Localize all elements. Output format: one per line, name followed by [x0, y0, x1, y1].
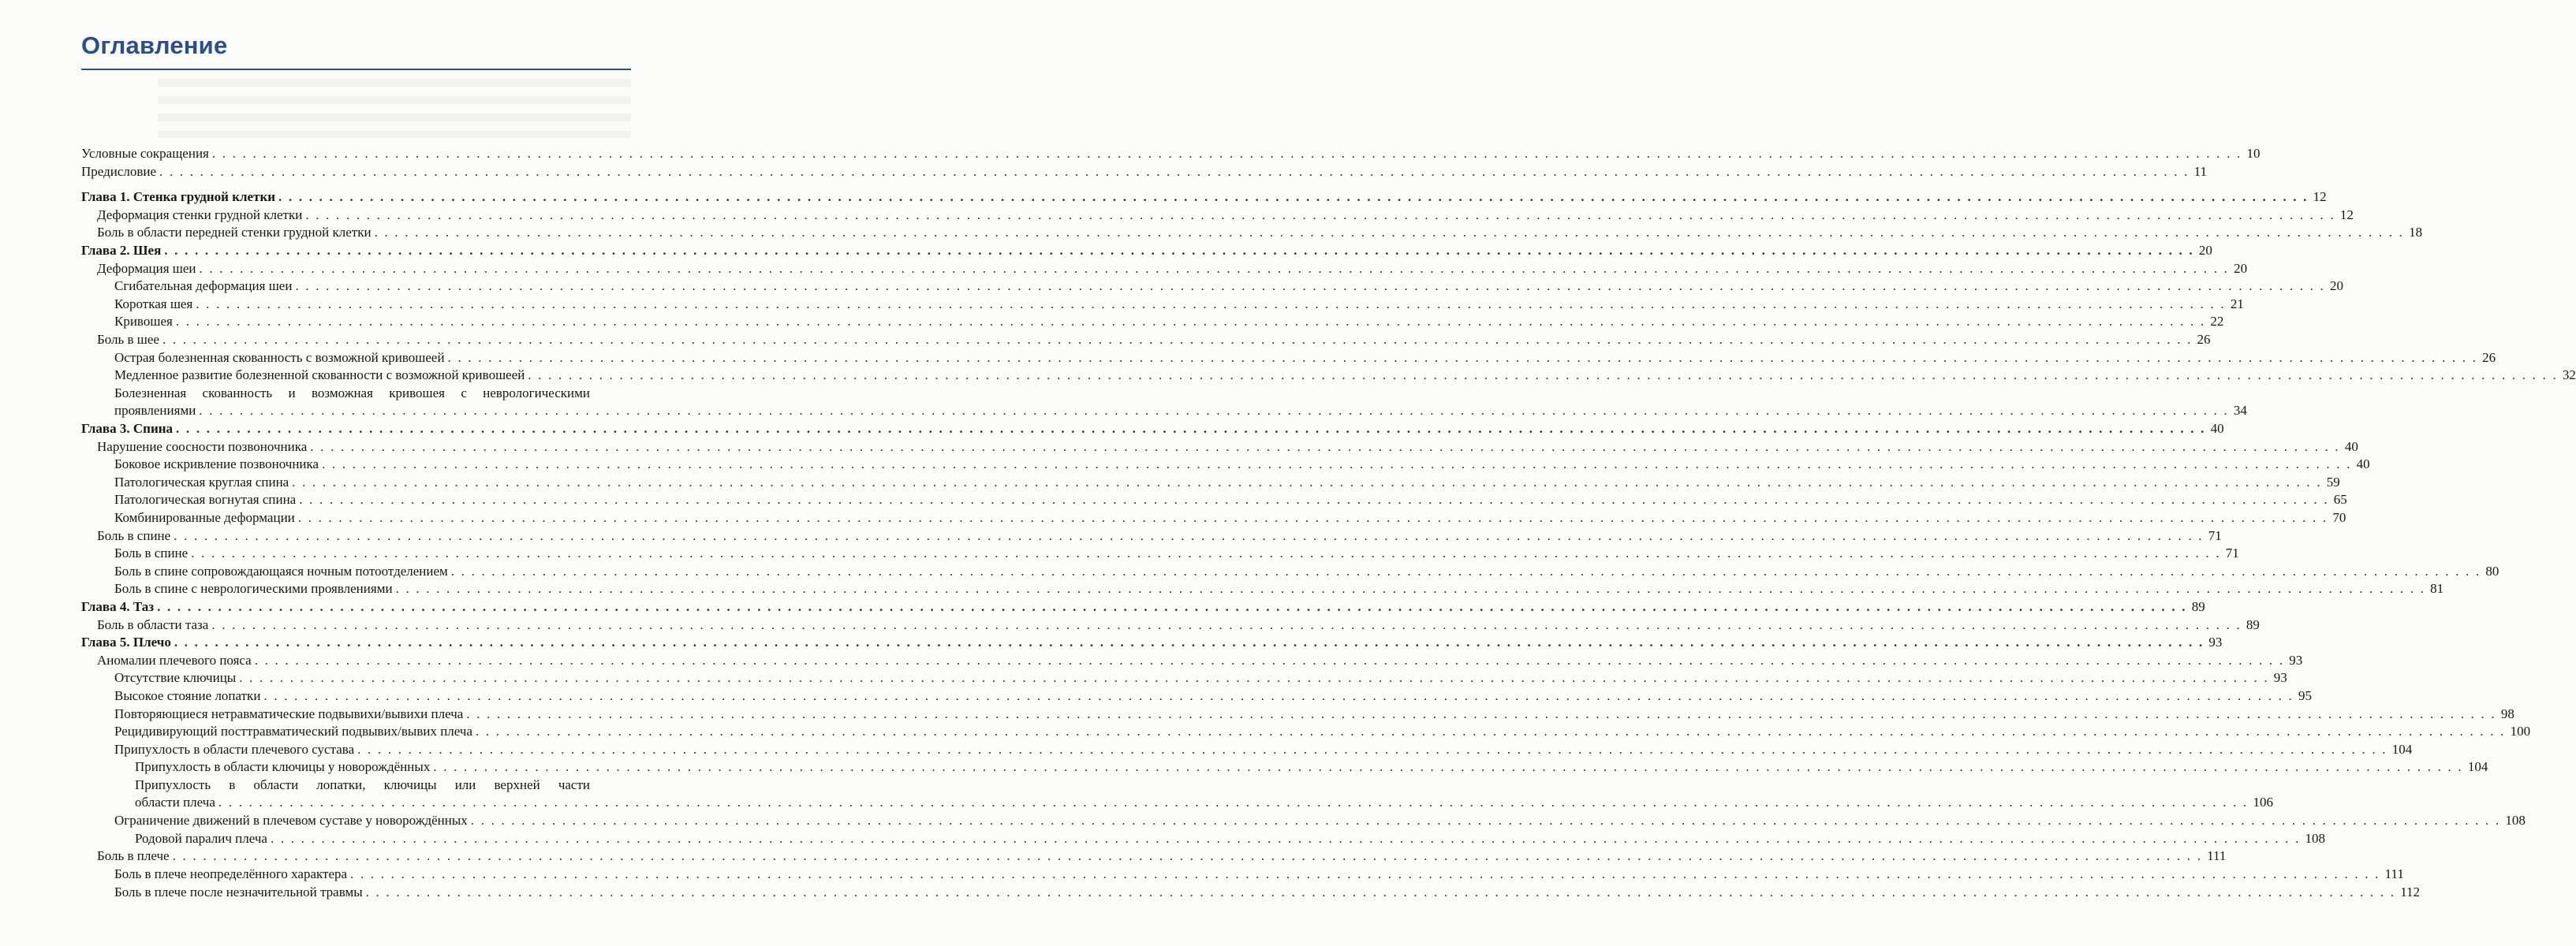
toc-entry-title: Боль в плече неопределённого характера	[114, 866, 348, 881]
toc-entry[interactable]	[81, 260, 2248, 277]
toc-entry[interactable]	[81, 474, 2340, 491]
title-divider	[81, 69, 631, 70]
toc-entry-chapter[interactable]	[81, 163, 2207, 181]
dot-leader: . . . . . . . . . . . . . . . . . . . . . . . . . . . . . . . . . . . . . . . . . . . . . . . . . . . . . . . . . . . . . . . . . . . . . . . . . . . . . . . . . . . . . . . . . . . . . . . . . . . . . . . . . . . . . . . . . . . . . . . . . . . . . . . . . . . . . . . . . . . . . . . . . . . . . . . . . . . . . . . . . . . . . . . . . . . . . . . . . . . . . . . . . . . . . . . . . . . . . . . .	[239, 670, 2269, 686]
toc-entry-page-number: 26	[2197, 332, 2211, 347]
dot-leader: . . . . . . . . . . . . . . . . . . . . . . . . . . . . . . . . . . . . . . . . . . . . . . . . . . . . . . . . . . . . . . . . . . . . . . . . . . . . . . . . . . . . . . . . . . . . . . . . . . . . . . . . . . . . . . . . . . . . . . . . . . . . . . . . . . . . . . . . . . . . . . . . . . . . . . . . . . . . . . . . . . . . . . . . . . . . . . . . . . . . . . . . . . . . . . . . . . . . . . . .	[176, 421, 2206, 436]
toc-entry[interactable]	[81, 866, 2404, 883]
dot-leader: . . . . . . . . . . . . . . . . . . . . . . . . . . . . . . . . . . . . . . . . . . . . . . . . . . . . . . . . . . . . . . . . . . . . . . . . . . . . . . . . . . . . . . . . . . . . . . . . . . . . . . . . . . . . . . . . . . . . . . . . . . . . . . . . . . . . . . . . . . . . . . . . . . . . . . . . . . . . . . . . . . . . . . . . . . . . . . . . . . . . . . . . . . . . . . . . . . . . . . . .	[218, 795, 2249, 810]
toc-entry-title: Глава 5. Плечо	[81, 635, 171, 650]
dot-leader: . . . . . . . . . . . . . . . . . . . . . . . . . . . . . . . . . . . . . . . . . . . . . . . . . . . . . . . . . . . . . . . . . . . . . . . . . . . . . . . . . . . . . . . . . . . . . . . . . . . . . . . . . . . . . . . . . . . . . . . . . . . . . . . . . . . . . . . . . . . . . . . . . . . . . . . . . . . . . . . . . . . . . . . . . . . . . . . . . . . . . . . . . . . . . . . . . . . . . . . .	[299, 492, 2329, 508]
dot-leader: . . . . . . . . . . . . . . . . . . . . . . . . . . . . . . . . . . . . . . . . . . . . . . . . . . . . . . . . . . . . . . . . . . . . . . . . . . . . . . . . . . . . . . . . . . . . . . . . . . . . . . . . . . . . . . . . . . . . . . . . . . . . . . . . . . . . . . . . . . . . . . . . . . . . . . . . . . . . . . . . . . . . . . . . . . . . . . . . . . . . . . . . . . . . . . . . . . . . . . . .	[374, 225, 2405, 240]
toc-entry-title: Острая болезненная скованность с возможной кривошеей	[114, 349, 445, 365]
toc-entry[interactable]	[81, 438, 2358, 456]
dot-leader: . . . . . . . . . . . . . . . . . . . . . . . . . . . . . . . . . . . . . . . . . . . . . . . . . . . . . . . . . . . . . . . . . . . . . . . . . . . . . . . . . . . . . . . . . . . . . . . . . . . . . . . . . . . . . . . . . . . . . . . . . . . . . . . . . . . . . . . . . . . . . . . . . . . . . . . . . . . . . . . . . . . . . . . . . . . . . . . . . . . . . . . . . . . . . . . . . . . . . . . .	[164, 243, 2194, 258]
dot-leader: . . . . . . . . . . . . . . . . . . . . . . . . . . . . . . . . . . . . . . . . . . . . . . . . . . . . . . . . . . . . . . . . . . . . . . . . . . . . . . . . . . . . . . . . . . . . . . . . . . . . . . . . . . . . . . . . . . . . . . . . . . . . . . . . . . . . . . . . . . . . . . . . . . . . . . . . . . . . . . . . . . . . . . . . . . . . . . . . . . . . . . . . . . . . . . . . . . . . . . . .	[172, 848, 2203, 864]
toc-entry-page-number: 40	[2344, 438, 2358, 454]
toc-entry-chapter[interactable]	[81, 634, 2223, 651]
toc-entry-title: Аномалии плечевого пояса	[97, 652, 252, 668]
toc-entry-page-number: 95	[2298, 688, 2312, 703]
toc-entry[interactable]	[81, 723, 2531, 740]
toc-entry[interactable]	[81, 830, 2326, 847]
toc-entry-page-number: 18	[2409, 225, 2423, 240]
toc-entry-title: Рецидивирующий посттравматический подвывих/вывих плеча	[114, 724, 472, 739]
toc-entry-page-number: 20	[2234, 260, 2248, 276]
toc-entry-title: Предисловие	[81, 163, 157, 179]
toc-entry-title: Боль в спине сопровождающаяся ночным потоотделением	[114, 563, 448, 579]
toc-entry-title: проявлениями	[114, 402, 196, 418]
dot-leader: . . . . . . . . . . . . . . . . . . . . . . . . . . . . . . . . . . . . . . . . . . . . . . . . . . . . . . . . . . . . . . . . . . . . . . . . . . . . . . . . . . . . . . . . . . . . . . . . . . . . . . . . . . . . . . . . . . . . . . . . . . . . . . . . . . . . . . . . . . . . . . . . . . . . . . . . . . . . . . . . . . . . . . . . . . . . . . . . . . . . . . . . . . . . . . . . . . . . . . . .	[292, 474, 2322, 490]
toc-entry[interactable]	[81, 812, 2526, 829]
toc-entry-page-number: 108	[2305, 830, 2326, 846]
dot-leader: . . . . . . . . . . . . . . . . . . . . . . . . . . . . . . . . . . . . . . . . . . . . . . . . . . . . . . . . . . . . . . . . . . . . . . . . . . . . . . . . . . . . . . . . . . . . . . . . . . . . . . . . . . . . . . . . . . . . . . . . . . . . . . . . . . . . . . . . . . . . . . . . . . . . . . . . . . . . . . . . . . . . . . . . . . . . . . . . . . . . . . . . . . . . . . . . . . . . . . . .	[174, 635, 2205, 650]
toc-entry[interactable]	[81, 224, 2423, 241]
toc-entry-page-number: 26	[2482, 349, 2496, 365]
dot-leader: . . . . . . . . . . . . . . . . . . . . . . . . . . . . . . . . . . . . . . . . . . . . . . . . . . . . . . . . . . . . . . . . . . . . . . . . . . . . . . . . . . . . . . . . . . . . . . . . . . . . . . . . . . . . . . . . . . . . . . . . . . . . . . . . . . . . . . . . . . . . . . . . . . . . . . . . . . . . . . . . . . . . . . . . . . . . . . . . . . . . . . . . . . . . . . . . . . . . . . . .	[263, 688, 2294, 703]
toc-entry-page-number: 22	[2210, 314, 2224, 330]
toc-entry-title: Глава 1. Стенка грудной клетки	[81, 189, 276, 205]
toc-entry[interactable]	[81, 331, 2211, 348]
dot-leader: . . . . . . . . . . . . . . . . . . . . . . . . . . . . . . . . . . . . . . . . . . . . . . . . . . . . . . . . . . . . . . . . . . . . . . . . . . . . . . . . . . . . . . . . . . . . . . . . . . . . . . . . . . . . . . . . . . . . . . . . . . . . . . . . . . . . . . . . . . . . . . . . . . . . . . . . . . . . . . . . . . . . . . . . . . . . . . . . . . . . . . . . . . . . . . . . . . . . . . . .	[278, 189, 2309, 205]
toc-entry-chapter[interactable]	[81, 598, 2205, 616]
toc-entry-title: Боль в плече	[97, 848, 170, 864]
dot-leader: . . . . . . . . . . . . . . . . . . . . . . . . . . . . . . . . . . . . . . . . . . . . . . . . . . . . . . . . . . . . . . . . . . . . . . . . . . . . . . . . . . . . . . . . . . . . . . . . . . . . . . . . . . . . . . . . . . . . . . . . . . . . . . . . . . . . . . . . . . . . . . . . . . . . . . . . . . . . . . . . . . . . . . . . . . . . . . . . . . . . . . . . . . . . . . . . . . . . . . . .	[157, 599, 2187, 614]
toc-entry-page-number: 20	[2198, 243, 2212, 258]
dot-leader: . . . . . . . . . . . . . . . . . . . . . . . . . . . . . . . . . . . . . . . . . . . . . . . . . . . . . . . . . . . . . . . . . . . . . . . . . . . . . . . . . . . . . . . . . . . . . . . . . . . . . . . . . . . . . . . . . . . . . . . . . . . . . . . . . . . . . . . . . . . . . . . . . . . . . . . . . . . . . . . . . . . . . . . . . . . . . . . . . . . . . . . . . . . . . . . . . . . . . . . .	[528, 367, 2558, 383]
toc-entry-title-line: Припухлость в области лопатки, ключицы или верхней части	[135, 777, 590, 792]
toc-entry-chapter[interactable]	[81, 188, 2327, 206]
toc-entry-title: Высокое стояние лопатки	[114, 688, 261, 703]
toc-entry-page-number: 12	[2339, 207, 2354, 222]
toc-entry[interactable]	[81, 669, 2287, 687]
toc-entry-page-number: 104	[2467, 759, 2488, 775]
toc-entry-page-number: 11	[2193, 163, 2207, 179]
toc-entry[interactable]	[81, 349, 2496, 367]
toc-entry-page-number: 106	[2253, 795, 2273, 810]
toc-entry-title: Условные сокращения	[81, 146, 209, 161]
toc-entry-title: Отсутствие ключицы	[114, 670, 237, 686]
toc-entry[interactable]	[81, 313, 2224, 330]
toc-entry-page-number: 111	[2384, 866, 2404, 881]
toc-entry-page-number: 12	[2313, 189, 2327, 205]
toc-entry-page-number: 65	[2333, 492, 2347, 508]
toc-entry[interactable]	[81, 616, 2260, 634]
toc-entry-page-number: 89	[2191, 599, 2205, 614]
toc-entry-title: Боль в области таза	[97, 616, 209, 632]
toc-entry-page-number: 80	[2485, 563, 2499, 579]
dot-leader: . . . . . . . . . . . . . . . . . . . . . . . . . . . . . . . . . . . . . . . . . . . . . . . . . . . . . . . . . . . . . . . . . . . . . . . . . . . . . . . . . . . . . . . . . . . . . . . . . . . . . . . . . . . . . . . . . . . . . . . . . . . . . . . . . . . . . . . . . . . . . . . . . . . . . . . . . . . . . . . . . . . . . . . . . . . . . . . . . . . . . . . . . . . . . . . . . . . . . . . .	[199, 260, 2230, 276]
toc-entry-page-number: 89	[2246, 616, 2260, 632]
toc-entry-title: Ограничение движений в плечевом суставе у новорождённых	[114, 813, 468, 829]
toc-entry-page-number: 70	[2332, 510, 2346, 525]
toc-entry-page-number: 71	[2225, 546, 2239, 561]
toc-entry-title: Глава 4. Таз	[81, 599, 155, 614]
dot-leader: . . . . . . . . . . . . . . . . . . . . . . . . . . . . . . . . . . . . . . . . . . . . . . . . . . . . . . . . . . . . . . . . . . . . . . . . . . . . . . . . . . . . . . . . . . . . . . . . . . . . . . . . . . . . . . . . . . . . . . . . . . . . . . . . . . . . . . . . . . . . . . . . . . . . . . . . . . . . . . . . . . . . . . . . . . . . . . . . . . . . . . . . . . . . . . . . . . . . . . . .	[365, 884, 2396, 899]
dot-leader: . . . . . . . . . . . . . . . . . . . . . . . . . . . . . . . . . . . . . . . . . . . . . . . . . . . . . . . . . . . . . . . . . . . . . . . . . . . . . . . . . . . . . . . . . . . . . . . . . . . . . . . . . . . . . . . . . . . . . . . . . . . . . . . . . . . . . . . . . . . . . . . . . . . . . . . . . . . . . . . . . . . . . . . . . . . . . . . . . . . . . . . . . . . . . . . . . . . . . . . .	[395, 581, 2426, 597]
dot-leader: . . . . . . . . . . . . . . . . . . . . . . . . . . . . . . . . . . . . . . . . . . . . . . . . . . . . . . . . . . . . . . . . . . . . . . . . . . . . . . . . . . . . . . . . . . . . . . . . . . . . . . . . . . . . . . . . . . . . . . . . . . . . . . . . . . . . . . . . . . . . . . . . . . . . . . . . . . . . . . . . . . . . . . . . . . . . . . . . . . . . . . . . . . . . . . . . . . . . . . . .	[196, 296, 2226, 311]
toc-entry-page-number: 108	[2505, 813, 2526, 829]
toc-entry-chapter[interactable]	[81, 420, 2224, 438]
toc-entry[interactable]	[81, 527, 2222, 545]
dot-leader: . . . . . . . . . . . . . . . . . . . . . . . . . . . . . . . . . . . . . . . . . . . . . . . . . . . . . . . . . . . . . . . . . . . . . . . . . . . . . . . . . . . . . . . . . . . . . . . . . . . . . . . . . . . . . . . . . . . . . . . . . . . . . . . . . . . . . . . . . . . . . . . . . . . . . . . . . . . . . . . . . . . . . . . . . . . . . . . . . . . . . . . . . . . . . . . . . . . . . . . .	[466, 706, 2496, 721]
dot-leader: . . . . . . . . . . . . . . . . . . . . . . . . . . . . . . . . . . . . . . . . . . . . . . . . . . . . . . . . . . . . . . . . . . . . . . . . . . . . . . . . . . . . . . . . . . . . . . . . . . . . . . . . . . . . . . . . . . . . . . . . . . . . . . . . . . . . . . . . . . . . . . . . . . . . . . . . . . . . . . . . . . . . . . . . . . . . . . . . . . . . . . . . . . . . . . . . . . . . . . . .	[159, 163, 2190, 179]
toc-entry[interactable]	[81, 563, 2499, 580]
dot-leader: . . . . . . . . . . . . . . . . . . . . . . . . . . . . . . . . . . . . . . . . . . . . . . . . . . . . . . . . . . . . . . . . . . . . . . . . . . . . . . . . . . . . . . . . . . . . . . . . . . . . . . . . . . . . . . . . . . . . . . . . . . . . . . . . . . . . . . . . . . . . . . . . . . . . . . . . . . . . . . . . . . . . . . . . . . . . . . . . . . . . . . . . . . . . . . . . . . . . . . . .	[310, 438, 2340, 454]
toc-entry[interactable]	[81, 491, 2347, 508]
toc-entry-title: Припухлость в области ключицы у новорождённых	[135, 759, 431, 775]
toc-entry-page-number: 111	[2207, 848, 2227, 864]
dot-leader: . . . . . . . . . . . . . . . . . . . . . . . . . . . . . . . . . . . . . . . . . . . . . . . . . . . . . . . . . . . . . . . . . . . . . . . . . . . . . . . . . . . . . . . . . . . . . . . . . . . . . . . . . . . . . . . . . . . . . . . . . . . . . . . . . . . . . . . . . . . . . . . . . . . . . . . . . . . . . . . . . . . . . . . . . . . . . . . . . . . . . . . . . . . . . . . . . . . . . . . .	[254, 652, 2285, 668]
toc-entry[interactable]	[81, 367, 2576, 384]
toc-entry[interactable]	[81, 741, 2413, 758]
toc-entry[interactable]	[81, 777, 2273, 811]
toc-entry-title: Короткая шея	[114, 296, 193, 311]
toc-entry-page-number: 34	[2233, 402, 2247, 418]
toc-entry-title: Боль в спине	[97, 527, 171, 543]
toc-entry-page-number: 93	[2289, 652, 2303, 668]
show-through-text	[158, 79, 631, 138]
toc-entry-title: Кривошея	[114, 314, 173, 330]
toc-entry-page-number: 93	[2208, 635, 2223, 650]
dot-leader: . . . . . . . . . . . . . . . . . . . . . . . . . . . . . . . . . . . . . . . . . . . . . . . . . . . . . . . . . . . . . . . . . . . . . . . . . . . . . . . . . . . . . . . . . . . . . . . . . . . . . . . . . . . . . . . . . . . . . . . . . . . . . . . . . . . . . . . . . . . . . . . . . . . . . . . . . . . . . . . . . . . . . . . . . . . . . . . . . . . . . . . . . . . . . . . . . . . . . . . .	[350, 866, 2380, 881]
toc-entry-title: Глава 2. Шея	[81, 243, 162, 258]
toc-entry[interactable]	[81, 456, 2370, 473]
dot-leader: . . . . . . . . . . . . . . . . . . . . . . . . . . . . . . . . . . . . . . . . . . . . . . . . . . . . . . . . . . . . . . . . . . . . . . . . . . . . . . . . . . . . . . . . . . . . . . . . . . . . . . . . . . . . . . . . . . . . . . . . . . . . . . . . . . . . . . . . . . . . . . . . . . . . . . . . . . . . . . . . . . . . . . . . . . . . . . . . . . . . . . . . . . . . . . . . . . . . . . . .	[162, 332, 2193, 347]
dot-leader: . . . . . . . . . . . . . . . . . . . . . . . . . . . . . . . . . . . . . . . . . . . . . . . . . . . . . . . . . . . . . . . . . . . . . . . . . . . . . . . . . . . . . . . . . . . . . . . . . . . . . . . . . . . . . . . . . . . . . . . . . . . . . . . . . . . . . . . . . . . . . . . . . . . . . . . . . . . . . . . . . . . . . . . . . . . . . . . . . . . . . . . . . . . . . . . . . . . . . . . .	[295, 278, 2325, 294]
toc-entry-page-number: 100	[2510, 724, 2531, 739]
toc-entry-title: Патологическая круглая спина	[114, 474, 289, 490]
toc-entry-page-number: 98	[2500, 706, 2514, 721]
toc-entry[interactable]	[81, 385, 2247, 419]
toc-entry[interactable]	[81, 706, 2514, 723]
toc-entry-page-number: 32	[2562, 367, 2576, 383]
toc-entry-title: Глава 3. Спина	[81, 421, 174, 436]
page-title: Оглавление	[81, 32, 228, 59]
dot-leader: . . . . . . . . . . . . . . . . . . . . . . . . . . . . . . . . . . . . . . . . . . . . . . . . . . . . . . . . . . . . . . . . . . . . . . . . . . . . . . . . . . . . . . . . . . . . . . . . . . . . . . . . . . . . . . . . . . . . . . . . . . . . . . . . . . . . . . . . . . . . . . . . . . . . . . . . . . . . . . . . . . . . . . . . . . . . . . . . . . . . . . . . . . . . . . . . . . . . . . . .	[357, 741, 2387, 757]
toc-entry-page-number: 93	[2273, 670, 2287, 686]
dot-leader: . . . . . . . . . . . . . . . . . . . . . . . . . . . . . . . . . . . . . . . . . . . . . . . . . . . . . . . . . . . . . . . . . . . . . . . . . . . . . . . . . . . . . . . . . . . . . . . . . . . . . . . . . . . . . . . . . . . . . . . . . . . . . . . . . . . . . . . . . . . . . . . . . . . . . . . . . . . . . . . . . . . . . . . . . . . . . . . . . . . . . . . . . . . . . . . . . . . . . . . .	[211, 616, 2242, 632]
dot-leader: . . . . . . . . . . . . . . . . . . . . . . . . . . . . . . . . . . . . . . . . . . . . . . . . . . . . . . . . . . . . . . . . . . . . . . . . . . . . . . . . . . . . . . . . . . . . . . . . . . . . . . . . . . . . . . . . . . . . . . . . . . . . . . . . . . . . . . . . . . . . . . . . . . . . . . . . . . . . . . . . . . . . . . . . . . . . . . . . . . . . . . . . . . . . . . . . . . . . . . . .	[174, 527, 2204, 543]
toc-entry-title: Родовой паралич плеча	[135, 830, 267, 846]
dot-leader: . . . . . . . . . . . . . . . . . . . . . . . . . . . . . . . . . . . . . . . . . . . . . . . . . . . . . . . . . . . . . . . . . . . . . . . . . . . . . . . . . . . . . . . . . . . . . . . . . . . . . . . . . . . . . . . . . . . . . . . . . . . . . . . . . . . . . . . . . . . . . . . . . . . . . . . . . . . . . . . . . . . . . . . . . . . . . . . . . . . . . . . . . . . . . . . . . . . . . . . .	[199, 402, 2229, 418]
toc-entry[interactable]	[81, 687, 2312, 705]
dot-leader: . . . . . . . . . . . . . . . . . . . . . . . . . . . . . . . . . . . . . . . . . . . . . . . . . . . . . . . . . . . . . . . . . . . . . . . . . . . . . . . . . . . . . . . . . . . . . . . . . . . . . . . . . . . . . . . . . . . . . . . . . . . . . . . . . . . . . . . . . . . . . . . . . . . . . . . . . . . . . . . . . . . . . . . . . . . . . . . . . . . . . . . . . . . . . . . . . . . . . . . .	[270, 830, 2301, 846]
toc-entry-page-number: 40	[2356, 456, 2370, 472]
toc-entry-title: Боль в спине	[114, 546, 189, 561]
dot-leader: . . . . . . . . . . . . . . . . . . . . . . . . . . . . . . . . . . . . . . . . . . . . . . . . . . . . . . . . . . . . . . . . . . . . . . . . . . . . . . . . . . . . . . . . . . . . . . . . . . . . . . . . . . . . . . . . . . . . . . . . . . . . . . . . . . . . . . . . . . . . . . . . . . . . . . . . . . . . . . . . . . . . . . . . . . . . . . . . . . . . . . . . . . . . . . . . . . . . . . . .	[447, 349, 2478, 365]
dot-leader: . . . . . . . . . . . . . . . . . . . . . . . . . . . . . . . . . . . . . . . . . . . . . . . . . . . . . . . . . . . . . . . . . . . . . . . . . . . . . . . . . . . . . . . . . . . . . . . . . . . . . . . . . . . . . . . . . . . . . . . . . . . . . . . . . . . . . . . . . . . . . . . . . . . . . . . . . . . . . . . . . . . . . . . . . . . . . . . . . . . . . . . . . . . . . . . . . . . . . . . .	[322, 456, 2352, 472]
toc-entry-title: Сгибательная деформация шеи	[114, 278, 293, 294]
toc-entry-title: Боль в плече после незначительной травмы	[114, 884, 363, 899]
dot-leader: . . . . . . . . . . . . . . . . . . . . . . . . . . . . . . . . . . . . . . . . . . . . . . . . . . . . . . . . . . . . . . . . . . . . . . . . . . . . . . . . . . . . . . . . . . . . . . . . . . . . . . . . . . . . . . . . . . . . . . . . . . . . . . . . . . . . . . . . . . . . . . . . . . . . . . . . . . . . . . . . . . . . . . . . . . . . . . . . . . . . . . . . . . . . . . . . . . . . . . . .	[433, 759, 2463, 775]
dot-leader: . . . . . . . . . . . . . . . . . . . . . . . . . . . . . . . . . . . . . . . . . . . . . . . . . . . . . . . . . . . . . . . . . . . . . . . . . . . . . . . . . . . . . . . . . . . . . . . . . . . . . . . . . . . . . . . . . . . . . . . . . . . . . . . . . . . . . . . . . . . . . . . . . . . . . . . . . . . . . . . . . . . . . . . . . . . . . . . . . . . . . . . . . . . . . . . . . . . . . . . .	[191, 546, 2221, 561]
toc-entry-page-number: 40	[2210, 421, 2224, 436]
toc-entry-page-number: 20	[2330, 278, 2343, 294]
toc-entry[interactable]	[81, 580, 2444, 598]
dot-leader: . . . . . . . . . . . . . . . . . . . . . . . . . . . . . . . . . . . . . . . . . . . . . . . . . . . . . . . . . . . . . . . . . . . . . . . . . . . . . . . . . . . . . . . . . . . . . . . . . . . . . . . . . . . . . . . . . . . . . . . . . . . . . . . . . . . . . . . . . . . . . . . . . . . . . . . . . . . . . . . . . . . . . . . . . . . . . . . . . . . . . . . . . . . . . . . . . . . . . . . .	[305, 207, 2335, 222]
toc-entry-title: Повторяющиеся нетравматические подвывихи/вывихи плеча	[114, 706, 464, 721]
dot-leader: . . . . . . . . . . . . . . . . . . . . . . . . . . . . . . . . . . . . . . . . . . . . . . . . . . . . . . . . . . . . . . . . . . . . . . . . . . . . . . . . . . . . . . . . . . . . . . . . . . . . . . . . . . . . . . . . . . . . . . . . . . . . . . . . . . . . . . . . . . . . . . . . . . . . . . . . . . . . . . . . . . . . . . . . . . . . . . . . . . . . . . . . . . . . . . . . . . . . . . . .	[297, 510, 2328, 525]
toc-entry-page-number: 81	[2430, 581, 2444, 597]
toc-entry-title: области плеча	[135, 795, 215, 810]
toc-entry[interactable]	[81, 277, 2343, 295]
toc-entry[interactable]	[81, 884, 2421, 901]
toc-entry-page-number: 112	[2400, 884, 2421, 899]
toc-entry-page-number: 21	[2230, 296, 2244, 311]
toc-entry-title: Боль в шее	[97, 332, 159, 347]
toc-entry-title-line: Болезненная скованность и возможная кривошея с неврологическими	[114, 385, 590, 400]
toc-entry[interactable]	[81, 296, 2244, 313]
toc-entry-title: Боль в области передней стенки грудной клетки	[97, 225, 371, 240]
toc-entry-title: Деформация шеи	[97, 260, 196, 276]
toc-entry-page-number: 104	[2391, 741, 2413, 757]
toc-entry-chapter[interactable]	[81, 145, 2261, 162]
dot-leader: . . . . . . . . . . . . . . . . . . . . . . . . . . . . . . . . . . . . . . . . . . . . . . . . . . . . . . . . . . . . . . . . . . . . . . . . . . . . . . . . . . . . . . . . . . . . . . . . . . . . . . . . . . . . . . . . . . . . . . . . . . . . . . . . . . . . . . . . . . . . . . . . . . . . . . . . . . . . . . . . . . . . . . . . . . . . . . . . . . . . . . . . . . . . . . . . . . . . . . . .	[175, 314, 2206, 330]
toc-entry-title: Боль в спине с неврологическими проявлениями	[114, 581, 393, 597]
toc-entry-chapter[interactable]	[81, 242, 2212, 259]
toc-entry[interactable]	[81, 652, 2303, 669]
toc-entry[interactable]	[81, 509, 2346, 527]
toc-entry-title: Патологическая вогнутая спина	[114, 492, 297, 508]
toc-entry[interactable]	[81, 545, 2239, 562]
toc-entry-title: Медленное развитие болезненной скованности с возможной кривошеей	[114, 367, 525, 383]
toc-entry[interactable]	[81, 758, 2488, 776]
toc-entry-title: Боковое искривление позвоночника	[114, 456, 319, 472]
dot-leader: . . . . . . . . . . . . . . . . . . . . . . . . . . . . . . . . . . . . . . . . . . . . . . . . . . . . . . . . . . . . . . . . . . . . . . . . . . . . . . . . . . . . . . . . . . . . . . . . . . . . . . . . . . . . . . . . . . . . . . . . . . . . . . . . . . . . . . . . . . . . . . . . . . . . . . . . . . . . . . . . . . . . . . . . . . . . . . . . . . . . . . . . . . . . . . . . . . . . . . . .	[470, 813, 2501, 829]
dot-leader: . . . . . . . . . . . . . . . . . . . . . . . . . . . . . . . . . . . . . . . . . . . . . . . . . . . . . . . . . . . . . . . . . . . . . . . . . . . . . . . . . . . . . . . . . . . . . . . . . . . . . . . . . . . . . . . . . . . . . . . . . . . . . . . . . . . . . . . . . . . . . . . . . . . . . . . . . . . . . . . . . . . . . . . . . . . . . . . . . . . . . . . . . . . . . . . . . . . . . . . .	[450, 563, 2481, 579]
toc-entry-page-number: 59	[2326, 474, 2340, 490]
toc-entry-title: Припухлость в области плечевого сустава	[114, 741, 355, 757]
toc-entry-title: Деформация стенки грудной клетки	[97, 207, 303, 222]
toc-entry-page-number: 71	[2208, 527, 2222, 543]
dot-leader: . . . . . . . . . . . . . . . . . . . . . . . . . . . . . . . . . . . . . . . . . . . . . . . . . . . . . . . . . . . . . . . . . . . . . . . . . . . . . . . . . . . . . . . . . . . . . . . . . . . . . . . . . . . . . . . . . . . . . . . . . . . . . . . . . . . . . . . . . . . . . . . . . . . . . . . . . . . . . . . . . . . . . . . . . . . . . . . . . . . . . . . . . . . . . . . . . . . . . . . .	[211, 146, 2242, 161]
toc-entry[interactable]	[81, 847, 2227, 865]
toc-entry[interactable]	[81, 207, 2354, 224]
dot-leader: . . . . . . . . . . . . . . . . . . . . . . . . . . . . . . . . . . . . . . . . . . . . . . . . . . . . . . . . . . . . . . . . . . . . . . . . . . . . . . . . . . . . . . . . . . . . . . . . . . . . . . . . . . . . . . . . . . . . . . . . . . . . . . . . . . . . . . . . . . . . . . . . . . . . . . . . . . . . . . . . . . . . . . . . . . . . . . . . . . . . . . . . . . . . . . . . . . . . . . . .	[476, 724, 2506, 739]
toc-entry-title: Комбинированные деформации	[114, 510, 295, 525]
toc-entry-page-number: 10	[2246, 146, 2261, 161]
toc-entry-title: Нарушение соосности позвоночника	[97, 438, 308, 454]
